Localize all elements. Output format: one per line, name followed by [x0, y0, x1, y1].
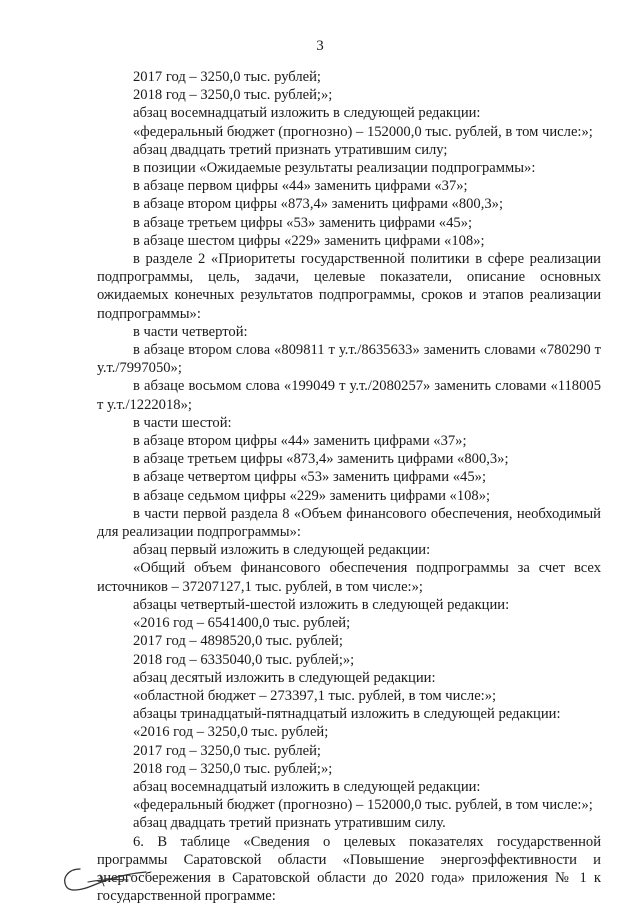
paragraph: в абзаце втором цифры «873,4» заменить цифрами «800,3»;: [133, 196, 504, 213]
signature-mark: [60, 862, 152, 898]
paragraph: абзац восемнадцатый изложить в следующей редакции:: [133, 105, 481, 122]
paragraph: 6. В таблице «Сведения о целевых показателях государственной программы Саратовской области «Повышение энергоэффективности и энергосбережения в Саратовской области до 2020 года» приложения № 1 к государственной программе:: [97, 833, 601, 905]
paragraph: в разделе 2 «Приоритеты государственной политики в сфере реализации подпрограммы, цель, задачи, целевые показатели, описание основных ожидаемых конечных результатов подпрограммы, сроков и этапов реализации подпрограммы»:: [97, 251, 601, 322]
paragraph: в абзаце третьем цифры «873,4» заменить цифрами «800,3»;: [133, 451, 509, 468]
paragraph: «федеральный бюджет (прогнозно) – 152000,0 тыс. рублей, в том числе:»;: [133, 797, 593, 814]
paragraph: абзац двадцать третий признать утратившим силу.: [133, 815, 446, 832]
paragraph: «Общий объем финансового обеспечения подпрограммы за счет всех источников – 37207127,1 тыс. рублей, в том числе:»;: [97, 560, 601, 595]
paragraph: в части шестой:: [133, 414, 232, 431]
page-number: 3: [316, 38, 324, 54]
paragraph: в абзаце восьмом слова «199049 т у.т./2080257» заменить словами «118005 т у.т./1222018»;: [97, 378, 601, 413]
paragraph: абзац двадцать третий признать утратившим силу;: [133, 141, 448, 158]
paragraph: абзац десятый изложить в следующей редакции:: [133, 669, 436, 686]
paragraph: абзацы четвертый-шестой изложить в следующей редакции:: [133, 596, 510, 613]
paragraph: «федеральный бюджет (прогнозно) – 152000,0 тыс. рублей, в том числе:»;: [133, 123, 593, 140]
paragraph: в позиции «Ожидаемые результаты реализации подпрограммы»:: [133, 160, 536, 177]
paragraph: в абзаце третьем цифры «53» заменить цифрами «45»;: [133, 214, 473, 231]
paragraph: «2016 год – 3250,0 тыс. рублей;: [133, 724, 329, 741]
paragraph: в абзаце седьмом цифры «229» заменить цифрами «108»;: [133, 487, 491, 504]
paragraph: в абзаце втором цифры «44» заменить цифрами «37»;: [133, 433, 467, 450]
paragraph: 2017 год – 3250,0 тыс. рублей;: [133, 742, 321, 759]
document-body: [97, 68, 601, 905]
paragraph: 2018 год – 3250,0 тыс. рублей;»;: [133, 760, 333, 777]
paragraph: в части первой раздела 8 «Объем финансового обеспечения, необходимый для реализации подпрограммы»:: [97, 505, 601, 541]
paragraph: 2017 год – 4898520,0 тыс. рублей;: [133, 633, 343, 650]
paragraph: в абзаце первом цифры «44» заменить цифрами «37»;: [133, 178, 468, 195]
paragraph: в части четвертой:: [133, 323, 248, 340]
paragraph: в абзаце четвертом цифры «53» заменить цифрами «45»;: [133, 469, 486, 486]
paragraph: 2017 год – 3250,0 тыс. рублей;: [133, 69, 321, 85]
paragraph: 2018 год – 6335040,0 тыс. рублей;»;: [133, 651, 355, 668]
paragraph: в абзаце шестом цифры «229» заменить цифрами «108»;: [133, 232, 485, 249]
paragraph: «областной бюджет – 273397,1 тыс. рублей, в том числе:»;: [133, 687, 497, 704]
paragraph: в абзаце втором слова «809811 т у.т./8635633» заменить словами «780290 т у.т./7997050»;: [97, 342, 601, 377]
paragraph: абзац первый изложить в следующей редакции:: [133, 542, 431, 559]
paragraph: «2016 год – 6541400,0 тыс. рублей;: [133, 615, 351, 632]
paragraph: абзацы тринадцатый-пятнадцатый изложить в следующей редакции:: [133, 706, 561, 723]
paragraph: абзац восемнадцатый изложить в следующей редакции:: [133, 778, 481, 795]
paragraph: 2018 год – 3250,0 тыс. рублей;»;: [133, 87, 333, 104]
